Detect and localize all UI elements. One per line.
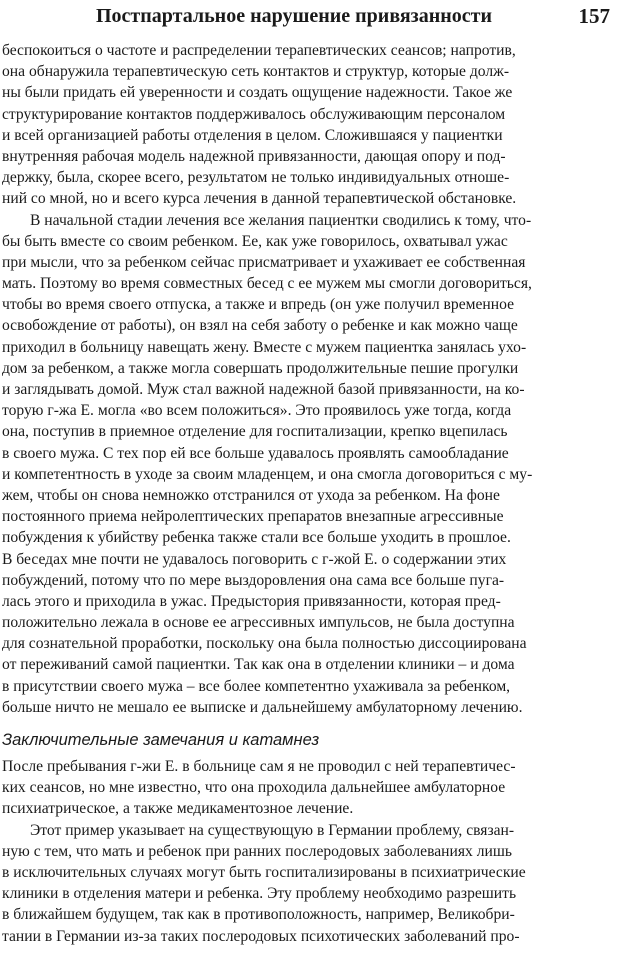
text-line: тании в Германии из-за таких послеродовых психотических заболеваний про- <box>2 927 520 945</box>
text-line: структурирование контактов поддерживалось обслуживающим персоналом <box>2 105 506 123</box>
text-line: и заглядывать домой. Муж стал важной надежной базой привязанности, на ко- <box>2 381 525 398</box>
text-line: от переживаний самой пациентки. Так как она в отделении клиники – и дома <box>2 656 515 674</box>
running-title: Постпартальное нарушение привязанности <box>96 5 492 27</box>
text-line: побуждений, потому что по мере выздоровления она сама все больше пуга- <box>2 571 505 589</box>
paragraph <box>2 820 614 947</box>
text-line: в исключительных случаях могут быть госпитализированы в психиатрические <box>2 863 526 881</box>
text-line: В беседах мне почти не удавалось поговорить с г-жой Е. о содержании этих <box>2 550 507 568</box>
paragraph <box>2 756 614 820</box>
text-line: в ближайшем будущем, так как в противоположность, например, Великобри- <box>2 906 515 924</box>
text-line: ний со мной, но и всего курса лечения в данной терапевтической обстановке. <box>2 190 517 208</box>
text-line: в своего мужа. С тех пор ей все больше удавалось проявлять самообладание <box>2 444 509 462</box>
text-line: В начальной стадии лечения все желания пациентки сводились к тому, что- <box>30 211 532 229</box>
text-line: и компетентность в уходе за своим младенцем, и она смогла договориться с му- <box>2 465 533 483</box>
text-line: жем, чтобы он снова немножко отстранился от ухода за ребенком. На фоне <box>2 486 500 504</box>
running-head <box>0 2 614 34</box>
text-line: больше ничто не мешало ее выписке и дальнейшему амбулаторному лечению. <box>2 698 523 716</box>
text-line: в присутствии своего мужа – все более компетентно ухаживала за ребенком, <box>2 677 511 695</box>
text-line: держку, была, скорее всего, результатом не только индивидуальных отноше- <box>2 169 510 187</box>
text-line: ких сеансов, но мне известно, что она проходила дальнейшее амбулаторное <box>2 779 506 797</box>
section-heading: Заключительные замечания и катамнез <box>2 731 320 749</box>
text-line: приходил в больницу навещать жену. Вместе с мужем пациентка занялась ухо- <box>2 338 527 356</box>
text-line: она, поступив в приемное отделение для госпитализации, крепко вцепилась <box>2 423 508 441</box>
text-line: побуждения к убийству ребенка также стали все больше уходить в прошлое. <box>2 529 511 547</box>
text-line: мать. Поэтому во время совместных бесед с ее мужем мы смогли договориться, <box>2 275 532 293</box>
text-line: она обнаружила терапевтическую сеть контактов и структур, которые долж- <box>2 63 510 81</box>
text-line: освобождение от работы), он взял на себя заботу о ребенке и как можно чаще <box>2 317 518 335</box>
text-line: положительно лежала в основе ее агрессивных импульсов, не была доступна <box>2 614 515 632</box>
text-line: Этот пример указывает на существующую в Германии проблему, связан- <box>30 821 515 839</box>
text-line: торую г-жа Е. могла «во всем положиться». Это проявилось уже тогда, когда <box>2 402 512 420</box>
text-line: ны были придать ей уверенности и создать ощущение надежности. Такое же <box>2 84 513 102</box>
text-line: и всей организацией работы отделения в целом. Сложившаяся у пациентки <box>2 126 503 144</box>
text-line: ную с тем, что мать и ребенок при ранних послеродовых заболеваниях лишь <box>2 842 512 860</box>
paragraph <box>2 40 614 210</box>
paragraph <box>2 210 614 719</box>
body-text <box>2 40 614 947</box>
text-line: психиатрическое, а также медикаментозное лечение. <box>2 800 354 818</box>
text-line: чтобы во время своего отпуска, а также и впредь (он уже получил временное <box>2 296 515 314</box>
text-line: постоянного приема нейролептических препаратов внезапные агрессивные <box>2 508 504 526</box>
text-line: После пребывания г-жи Е. в больнице сам я не проводил с ней терапевтичес- <box>2 758 516 775</box>
text-line: лась этого и приходила в ужас. Предыстория привязанности, которая пред- <box>2 592 501 610</box>
page-number: 157 <box>578 4 610 28</box>
text-line: клиники в отделения матери и ребенка. Эту проблему необходимо разрешить <box>2 885 517 903</box>
text-line: беспокоиться о частоте и распределении терапевтических сеансов; напротив, <box>2 42 516 59</box>
text-line: для сознательной проработки, поскольку она была полностью диссоциирована <box>2 635 527 653</box>
text-line: внутренняя рабочая модель надежной привязанности, дающая опору и под- <box>2 147 506 165</box>
text-line: дом за ребенком, а также могла совершать продолжительные пешие прогулки <box>2 359 519 377</box>
text-line: при мысли, что за ребенком сейчас присматривает и ухаживает ее собственная <box>2 253 526 271</box>
text-line: бы быть вместе со своим ребенком. Ее, как уже говорилось, охватывал ужас <box>2 232 508 250</box>
